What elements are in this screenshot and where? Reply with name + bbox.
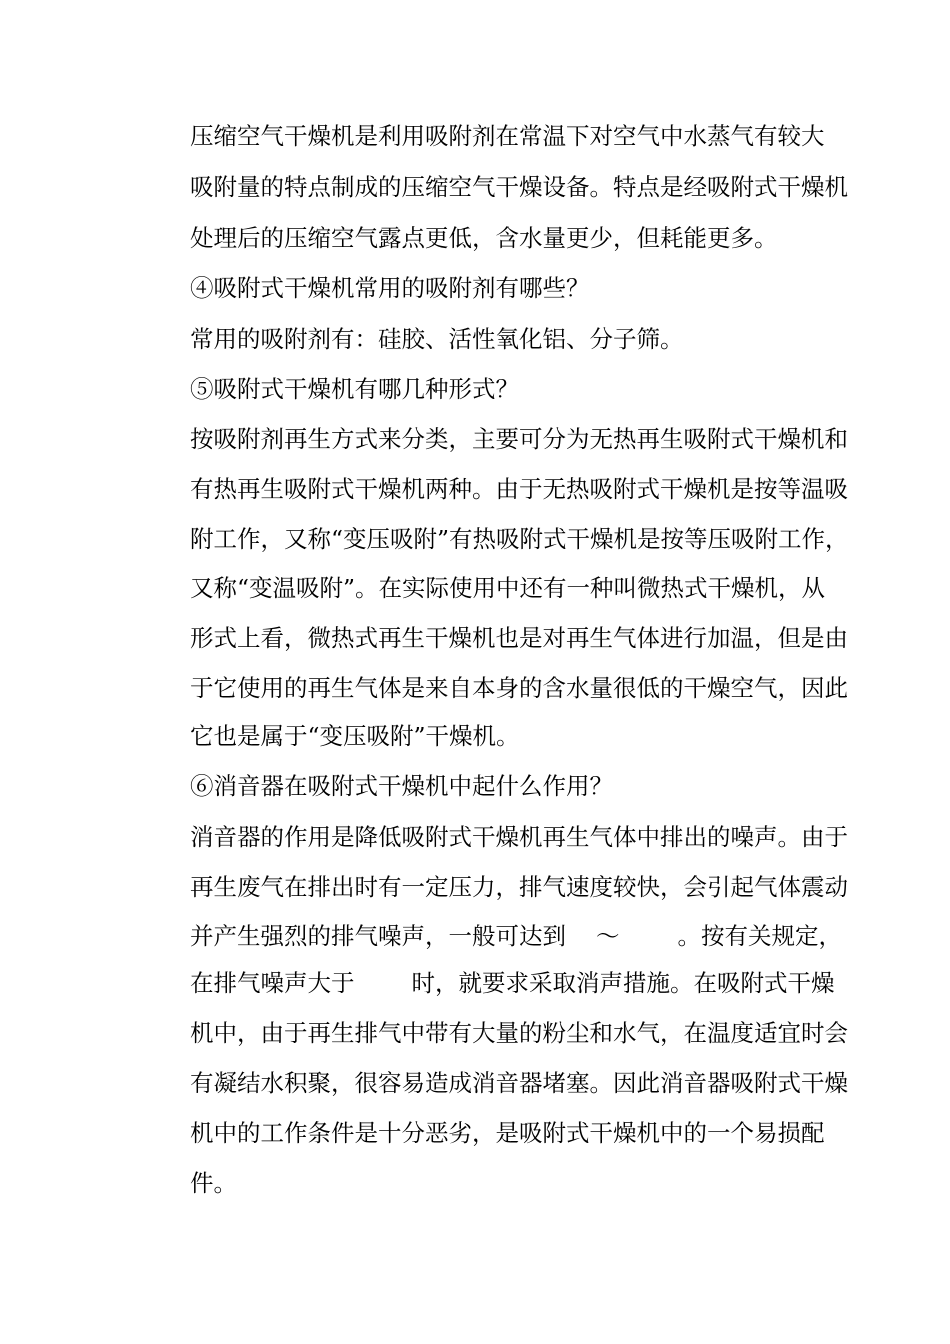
answer-5-line-1: 按吸附剂再生方式来分类，主要可分为无热再生吸附式干燥机和 [190,425,848,453]
answer-5-line-7: 它也是属于“变压吸附”干燥机。 [190,722,520,750]
paragraph-line-3: 处理后的压缩空气露点更低，含水量更少，但耗能更多。 [190,224,778,252]
answer-6-line-8: 件。 [190,1169,237,1197]
answer-6-line-1: 消音器的作用是降低吸附式干燥机再生气体中排出的噪声。由于 [190,823,848,851]
question-4-heading: ④吸附式干燥机常用的吸附剂有哪些？ [190,274,590,302]
answer-4-line: 常用的吸附剂有：硅胶、活性氧化铝、分子筛。 [190,325,684,353]
question-5-heading: ⑤吸附式干燥机有哪几种形式？ [190,375,519,403]
answer-6-line-4-text-b: 时，就要求采取消声措施。在吸附式干燥 [411,969,835,997]
answer-5-line-4: 又称“变温吸附”。在实际使用中还有一种叫微热式干燥机，从 [190,574,826,602]
answer-6-line-3-text-a: 并产生强烈的排气噪声，一般可达到 [190,922,566,950]
answer-6-line-4 [190,968,835,998]
question-6-heading: ⑥消音器在吸附式干燥机中起什么作用？ [190,772,613,800]
answer-6-line-3-text-b: 。按有关规定， [677,922,842,950]
paragraph-line-1: 压缩空气干燥机是利用吸附剂在常温下对空气中水蒸气有较大 [190,122,825,150]
answer-6-line-7: 机中的工作条件是十分恶劣，是吸附式干燥机中的一个易损配 [190,1119,825,1147]
answer-6-line-3 [190,921,842,951]
answer-5-line-2: 有热再生吸附式干燥机两种。由于无热吸附式干燥机是按等温吸 [190,475,848,503]
answer-6-line-2: 再生废气在排出时有一定压力，排气速度较快，会引起气体震动 [190,873,848,901]
tilde-symbol: ～ [596,922,620,950]
paragraph-line-2: 吸附量的特点制成的压缩空气干燥设备。特点是经吸附式干燥机 [190,173,848,201]
answer-5-line-6: 于它使用的再生气体是来自本身的含水量很低的干燥空气，因此 [190,674,848,702]
answer-6-line-5: 机中，由于再生排气中带有大量的粉尘和水气，在温度适宜时会 [190,1019,848,1047]
answer-6-line-6: 有凝结水积聚，很容易造成消音器堵塞。因此消音器吸附式干燥 [190,1069,848,1097]
answer-5-line-3: 附工作，又称“变压吸附”有热吸附式干燥机是按等压吸附工作， [190,525,849,553]
answer-5-line-5: 形式上看，微热式再生干燥机也是对再生气体进行加温，但是由 [190,624,848,652]
answer-6-line-4-text-a: 在排气噪声大于 [190,969,355,997]
